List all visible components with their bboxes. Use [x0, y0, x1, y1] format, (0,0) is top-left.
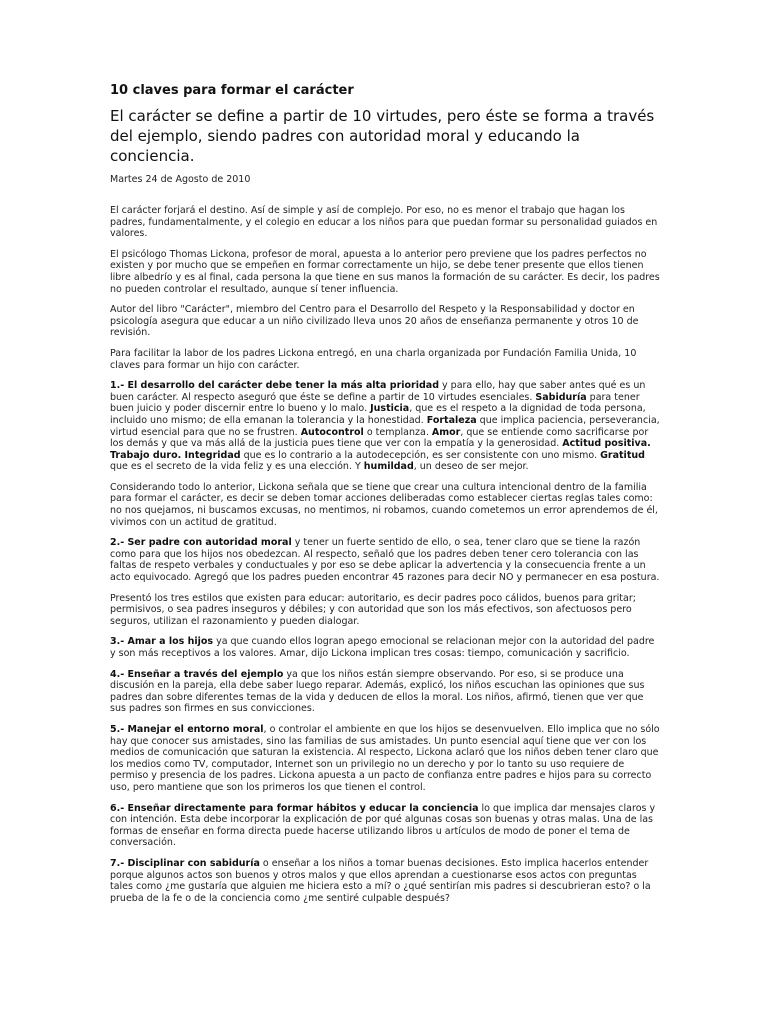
article-body: [110, 205, 662, 904]
paragraph: [110, 669, 662, 715]
bold-text: Sabiduría: [535, 391, 587, 403]
bold-text: 2.- Ser padre con autoridad moral: [110, 537, 292, 549]
bold-text: 3.- Amar a los hijos: [110, 636, 214, 648]
paragraph: [110, 304, 662, 339]
text-run: lo que implica dar mensajes claros y con intención. Esta debe incorporar la explicación de por qué algunas cosas son buenas y otras malas. Una de las formas de enseñar en forma directa puede hacerse utilizando libros u artículos de modo de poner el tema de conversación.: [110, 802, 656, 849]
bold-text: Autocontrol: [300, 426, 364, 438]
text-run: o enseñar a los niños a tomar buenas decisiones. Esto implica hacerlos entender porque algunos actos son buenos y otros malos y que ellos aprendan a cuestionarse esos actos con preguntas tales como ¿me gustaría que alguien me hiciera esto a mí? o ¿qué sentirían mis padres si descubrieran esto? o la prueba de la fe o de la conciencia como ¿me sentiré culpable después?: [110, 857, 651, 904]
text-run: y para ello, hay que saber antes qué es un buen carácter. Al respecto aseguró que éste se define a partir de 10 virtudes esenciales.: [110, 380, 646, 403]
bold-text: 5.- Manejar el entorno moral: [110, 723, 264, 735]
paragraph: [110, 348, 662, 371]
text-run: Presentó los tres estilos que existen para educar: autoritario, es decir padres poco cálidos, buenos para gritar; permisivos, o sea padres inseguros y débiles; y con autoridad que son los más efectivos, son afectuosos pero seguros, utilizan el razonamiento y pueden dialogar.: [110, 592, 636, 627]
paragraph: [110, 482, 662, 528]
bold-text: 1.- El desarrollo del carácter debe tener la más alta prioridad: [110, 380, 439, 392]
article-title: 10 claves para formar el carácter: [110, 83, 354, 98]
bold-text: Fortaleza: [426, 414, 477, 426]
paragraph: [110, 858, 662, 904]
bold-text: humildad: [363, 461, 414, 473]
article: [110, 83, 662, 913]
paragraph: [110, 593, 662, 628]
text-run: Para facilitar la labor de los padres Lickona entregó, en una charla organizada por Fundación Familia Unida, 10 claves para formar un hijo con carácter.: [110, 347, 637, 371]
text-run: ya que los niños están siempre observando. Por eso, si se produce una discusión en la pareja, ella debe saber luego reparar. Además, explicó, los niños escuchan las opiniones que sus padres dan sobre diferentes temas de la vida y deducen de ellos la moral. Los niños, afirmó, tienen que ver que sus padres son firmes en sus convicciones.: [110, 668, 645, 715]
text-run: para tener buen juicio y poder discernir entre lo bueno y lo malo.: [110, 391, 640, 415]
paragraph: [110, 803, 662, 849]
paragraph: [110, 724, 662, 794]
text-run: ya que cuando ellos logran apego emocional se relacionan mejor con la autoridad del padre y son más receptivos a los valores. Amar, dijo Lickona implican tres cosas: tiempo, comunicación y sacrificio.: [110, 636, 655, 659]
paragraph: [110, 205, 662, 240]
text-run: El carácter forjará el destino. Así de simple y así de complejo. Por eso, no es menor el trabajo que hagan los padres, fundamentalmente, y el colegio en educar a los niños para que puedan formar su personalidad guiados en valores.: [110, 205, 658, 240]
bold-text: 7.- Disciplinar con sabiduría: [110, 857, 260, 869]
bold-text: Amor: [431, 426, 461, 438]
article-date: Martes 24 de Agosto de 2010: [110, 174, 251, 185]
paragraph: [110, 380, 662, 473]
text-run: Considerando todo lo anterior, Lickona señala que se tiene que crear una cultura intencional dentro de la familia para formar el carácter, es decir se deben tomar acciones deliberadas como establecer ciertas reglas tales como: no nos quejamos, ni buscamos excusas, no mentimos, ni robamos, cuando cometemos un error aprendemos de él, vivimos con un actitud de gratitud.: [110, 481, 658, 528]
text-run: y tener un fuerte sentido de ello, o sea, tener claro que se tiene la razón como para que los hijos nos obedezcan. Al respecto, señaló que los padres deben tener cero tolerancia con las faltas de respeto verbales y conductuales y por eso se debe aplicar la advertencia y la consecuencia frente a un acto equivocado. Agregó que los padres pueden encontrar 45 razones para decir NO y permanecer en esa postura.: [110, 537, 660, 584]
article-subtitle: El carácter se define a partir de 10 virtudes, pero éste se forma a través del ejemplo, siendo padres con autoridad moral y educando la conciencia.: [110, 107, 655, 165]
text-run: , que se entiende como sacrificarse por los demás y que va más allá de la justicia pues tiene que ver con la empatía y la generosidad.: [110, 426, 649, 450]
paragraph: [110, 636, 662, 659]
paragraph: [110, 537, 662, 583]
bold-text: Actitud positiva. Trabajo duro. Integridad: [110, 438, 651, 461]
bold-text: 4.- Enseñar a través del ejemplo: [110, 668, 284, 680]
paragraph: [110, 249, 662, 295]
text-run: que implica paciencia, perseverancia, virtud esencial para que no se frustren.: [110, 414, 660, 438]
text-run: , o controlar el ambiente en que los hijos se desenvuelven. Ello implica que no sólo hay que conocer sus amistades, sino las familias de sus amistades. Un punto esencial aquí tiene que ver con los medios de comunicación que saturan la existencia. Al respecto, Lickona aclaró que los niños deben tener claro que los medios como TV, computador, Internet son un privilegio no un derecho y por lo tanto su uso requiere de permiso y presencia de los padres. Lickona apuesta a un pacto de confianza entre padres e hijos para su correcto uso, pero mantiene que son los primeros los que tienen el control.: [110, 723, 660, 793]
text-run: , un deseo de ser mejor.: [413, 461, 529, 473]
text-run: Autor del libro "Carácter", miembro del Centro para el Desarrollo del Respeto y la Responsabilidad y doctor en psicología asegura que educar a un niño civilizado lleva unos 20 años de enseñanza permanente y otros 10 de revisión.: [110, 304, 639, 339]
bold-text: 6.- Enseñar directamente para formar hábitos y educar la conciencia: [110, 802, 479, 814]
bold-text: Gratitud: [600, 449, 645, 461]
text-run: que es lo contrario a la autodecepción, es ser consistente con uno mismo.: [240, 449, 601, 461]
bold-text: Justicia: [370, 403, 410, 415]
text-run: El psicólogo Thomas Lickona, profesor de moral, apuesta a lo anterior pero previene que los padres perfectos no existen y por mucho que se empeñen en formar correctamente un hijo, se debe tener presente que ellos tienen libre albedrío y es al final, cada persona la que tiene en sus manos la formación de su carácter. Es decir, los padres no pueden controlar el resultado, aunque sí tener influencia.: [110, 248, 660, 295]
text-run: o templanza.: [363, 426, 432, 438]
text-run: que es el secreto de la vida feliz y es una elección. Y: [110, 461, 364, 473]
text-run: , que es el respeto a la dignidad de toda persona, incluido uno mismo; de ella emanan la tolerancia y la honestidad.: [110, 403, 646, 426]
